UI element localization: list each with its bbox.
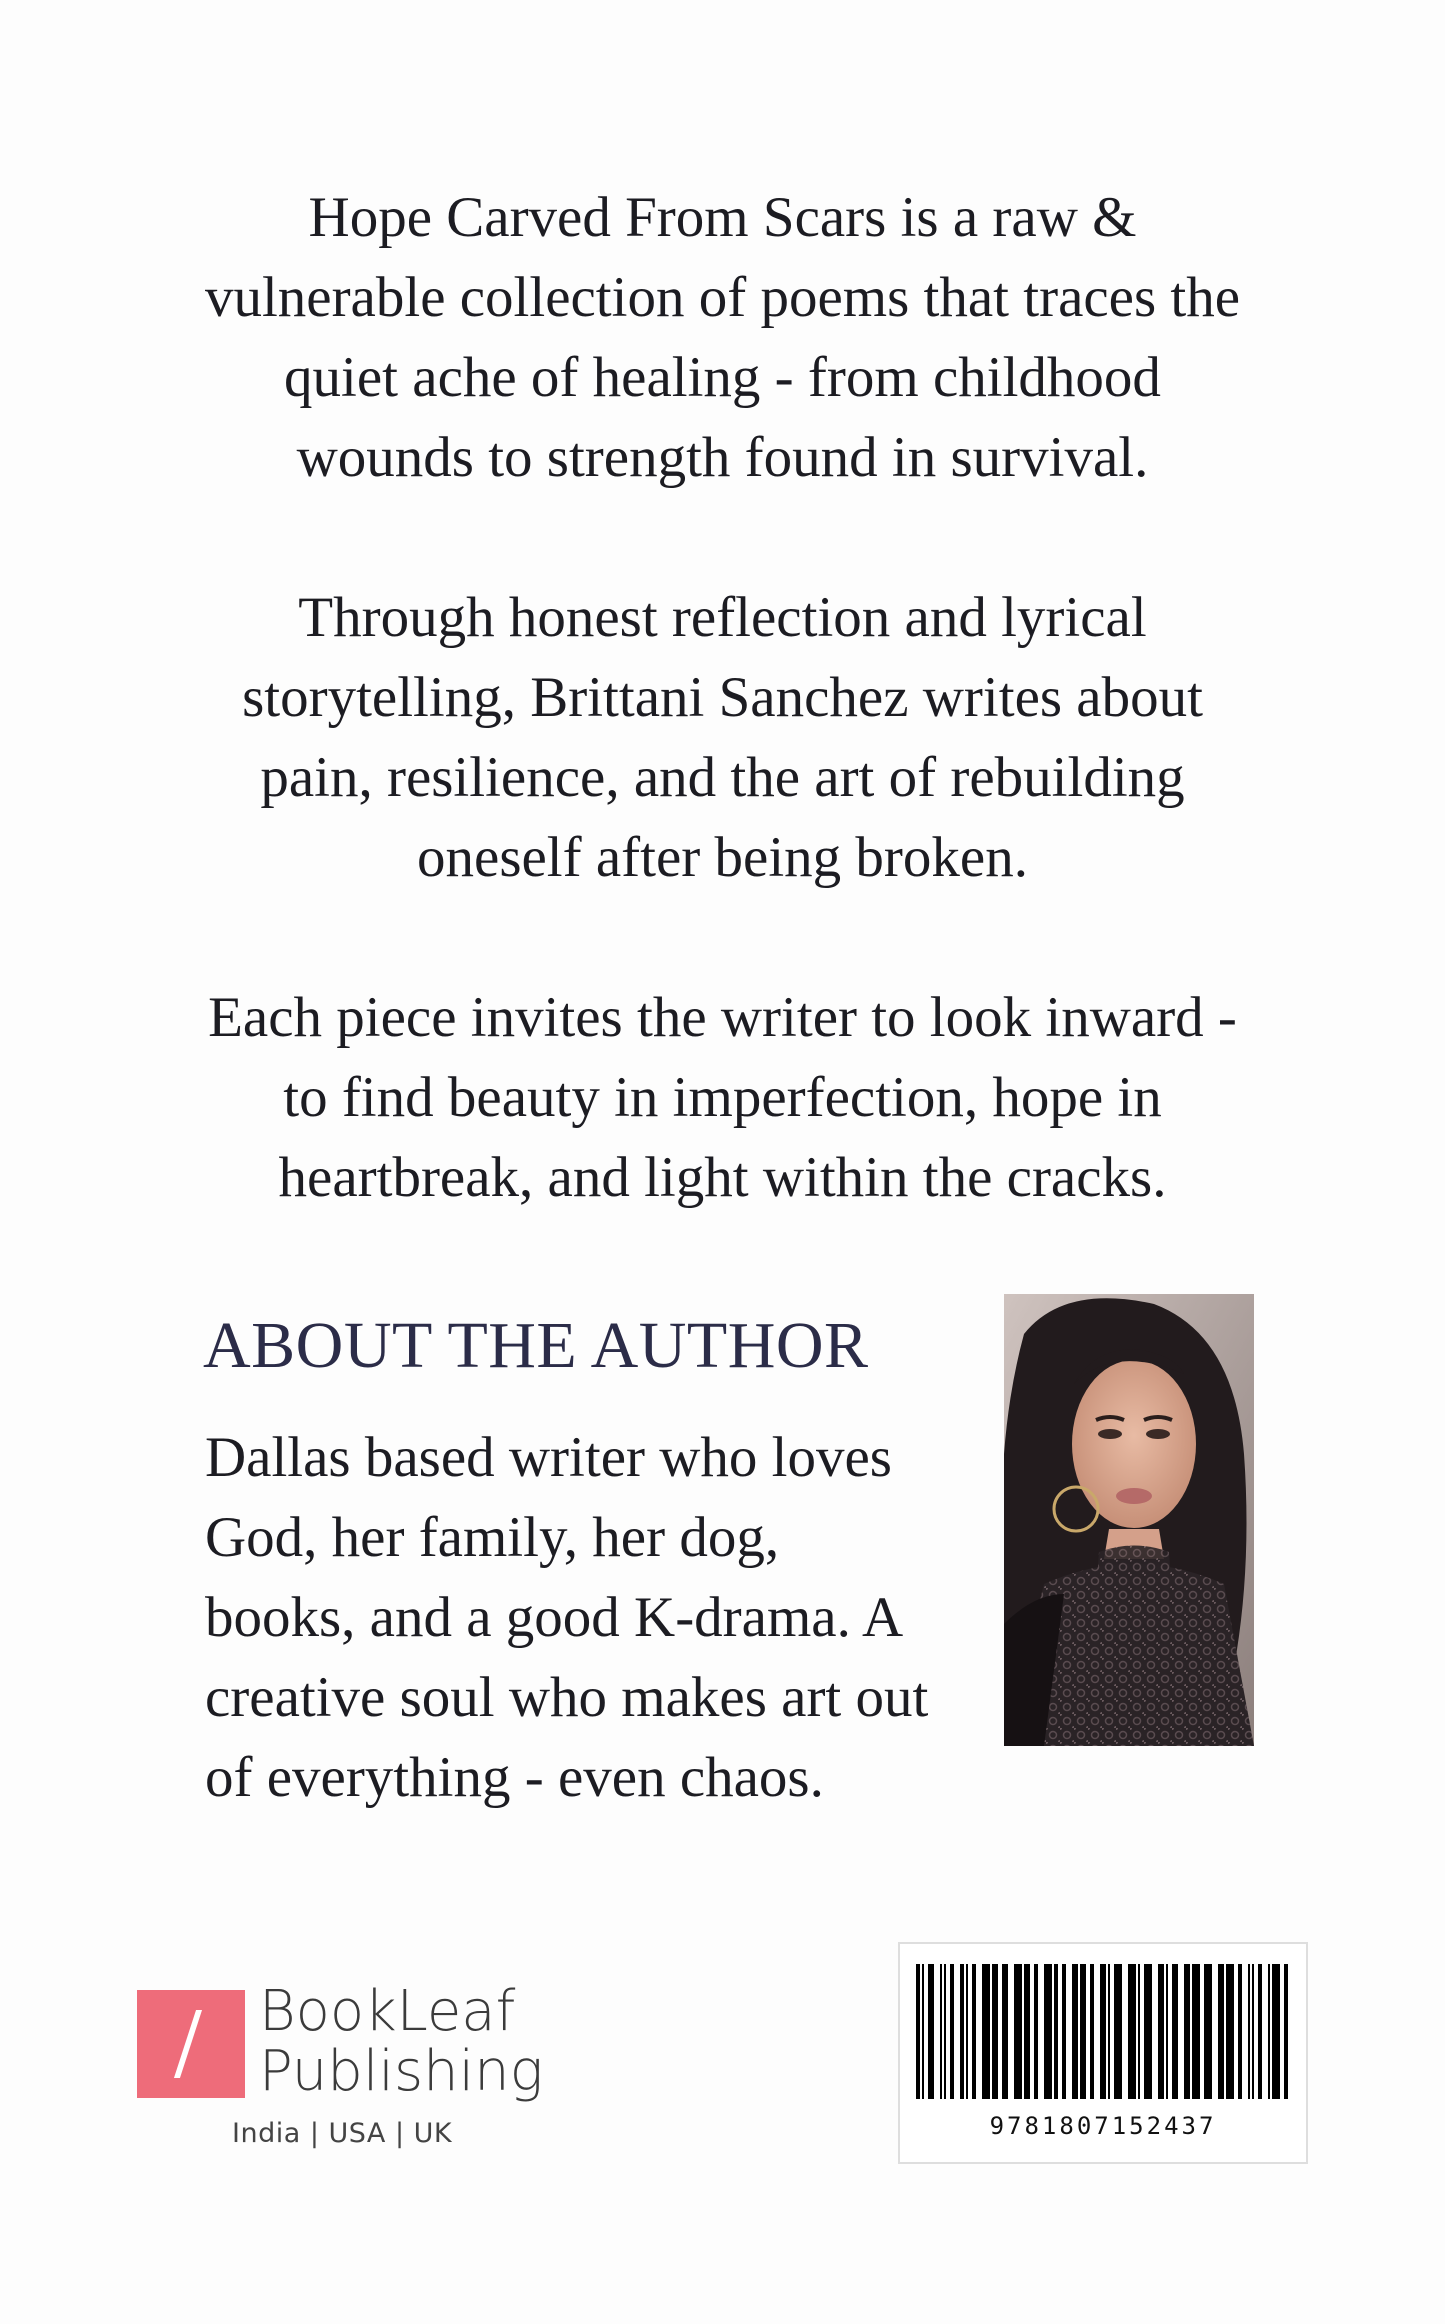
barcode-bar (960, 1964, 964, 2099)
barcode-bar (972, 1964, 976, 2099)
blurb-line: Through honest reflection and lyrical (298, 586, 1147, 649)
blurb-line: wounds to strength found in survival. (296, 426, 1149, 489)
about-line: books, and a good K-drama. A (205, 1586, 904, 1649)
barcode-bar (1128, 1964, 1136, 2099)
blurb-line: Hope Carved From Scars is a raw & (308, 186, 1137, 249)
blurb-line: Each piece invites the writer to look inward - (208, 986, 1237, 1049)
barcode-bar (966, 1964, 968, 2099)
about-author-text (205, 1418, 928, 1818)
publisher-name (259, 1979, 544, 2104)
barcode-bar (950, 1964, 954, 2099)
barcode-bar (1258, 1964, 1262, 2099)
barcode-bar (1002, 1964, 1008, 2099)
barcode-bar (944, 1964, 946, 2099)
isbn-barcode (898, 1942, 1308, 2164)
barcode-bar (1158, 1964, 1164, 2099)
blurb-line: to find beauty in imperfection, hope in (283, 1066, 1162, 1129)
blurb-line: heartbreak, and light within the cracks. (278, 1146, 1167, 1209)
barcode-bar (928, 1964, 934, 2099)
barcode-bar (1172, 1964, 1178, 2099)
barcode-bar (1144, 1964, 1152, 2099)
author-photo (1004, 1294, 1254, 1746)
blurb-paragraph (120, 978, 1325, 1218)
barcode-bar (1166, 1964, 1168, 2099)
barcode-bar (1248, 1964, 1250, 2099)
barcode-bar (982, 1964, 990, 2099)
barcode-bar (1268, 1964, 1270, 2099)
barcode-bars (916, 1964, 1292, 2099)
barcode-bar (1284, 1964, 1288, 2099)
blurb-line: pain, resilience, and the art of rebuilding (260, 746, 1185, 809)
publisher-countries: India | USA | UK (232, 2118, 453, 2149)
barcode-bar (1108, 1964, 1110, 2099)
barcode-bar (1062, 1964, 1066, 2099)
barcode-bar (1014, 1964, 1022, 2099)
barcode-bar (1184, 1964, 1190, 2099)
blurb-line: storytelling, Brittani Sanchez writes about (242, 666, 1203, 729)
barcode-bar (922, 1964, 924, 2099)
barcode-bar (1044, 1964, 1052, 2099)
publisher-name-line1: BookLeaf (259, 1979, 516, 2044)
barcode-bar (992, 1964, 998, 2099)
logo-mark (137, 1990, 245, 2098)
barcode-bar (1080, 1964, 1086, 2099)
barcode-bar (940, 1964, 942, 2099)
barcode-bar (1072, 1964, 1078, 2099)
about-author-heading: ABOUT THE AUTHOR (203, 1309, 869, 1382)
logo-slash-icon (174, 2010, 202, 2078)
barcode-bar (1204, 1964, 1212, 2099)
about-line: creative soul who makes art out (205, 1666, 929, 1729)
barcode-bar (1218, 1964, 1224, 2099)
about-line: of everything - even chaos. (205, 1746, 824, 1809)
publisher-name-line2: Publishing (259, 2039, 544, 2104)
barcode-bar (1272, 1964, 1280, 2099)
barcode-bar (1100, 1964, 1106, 2099)
blurb-paragraph (120, 578, 1325, 898)
barcode-bar (1054, 1964, 1058, 2099)
about-line: God, her family, her dog, (205, 1506, 780, 1569)
blurb-paragraph (120, 178, 1325, 498)
blurb-line: vulnerable collection of poems that traces the (204, 266, 1241, 329)
blurb-line: quiet ache of healing - from childhood (284, 346, 1161, 409)
barcode-bar (916, 1964, 920, 2099)
barcode-bar (1252, 1964, 1254, 2099)
barcode-bar (1192, 1964, 1200, 2099)
barcode-bar (1090, 1964, 1094, 2099)
blurb-line: oneself after being broken. (417, 826, 1028, 889)
barcode-bar (1226, 1964, 1234, 2099)
about-line: Dallas based writer who loves (205, 1426, 892, 1489)
isbn-number: 9781807152437 (989, 2112, 1217, 2140)
book-blurb (120, 178, 1325, 1298)
barcode-bar (1114, 1964, 1122, 2099)
barcode-bar (1238, 1964, 1242, 2099)
barcode-bar (1138, 1964, 1140, 2099)
barcode-bar (1024, 1964, 1030, 2099)
barcode-bar (1034, 1964, 1038, 2099)
